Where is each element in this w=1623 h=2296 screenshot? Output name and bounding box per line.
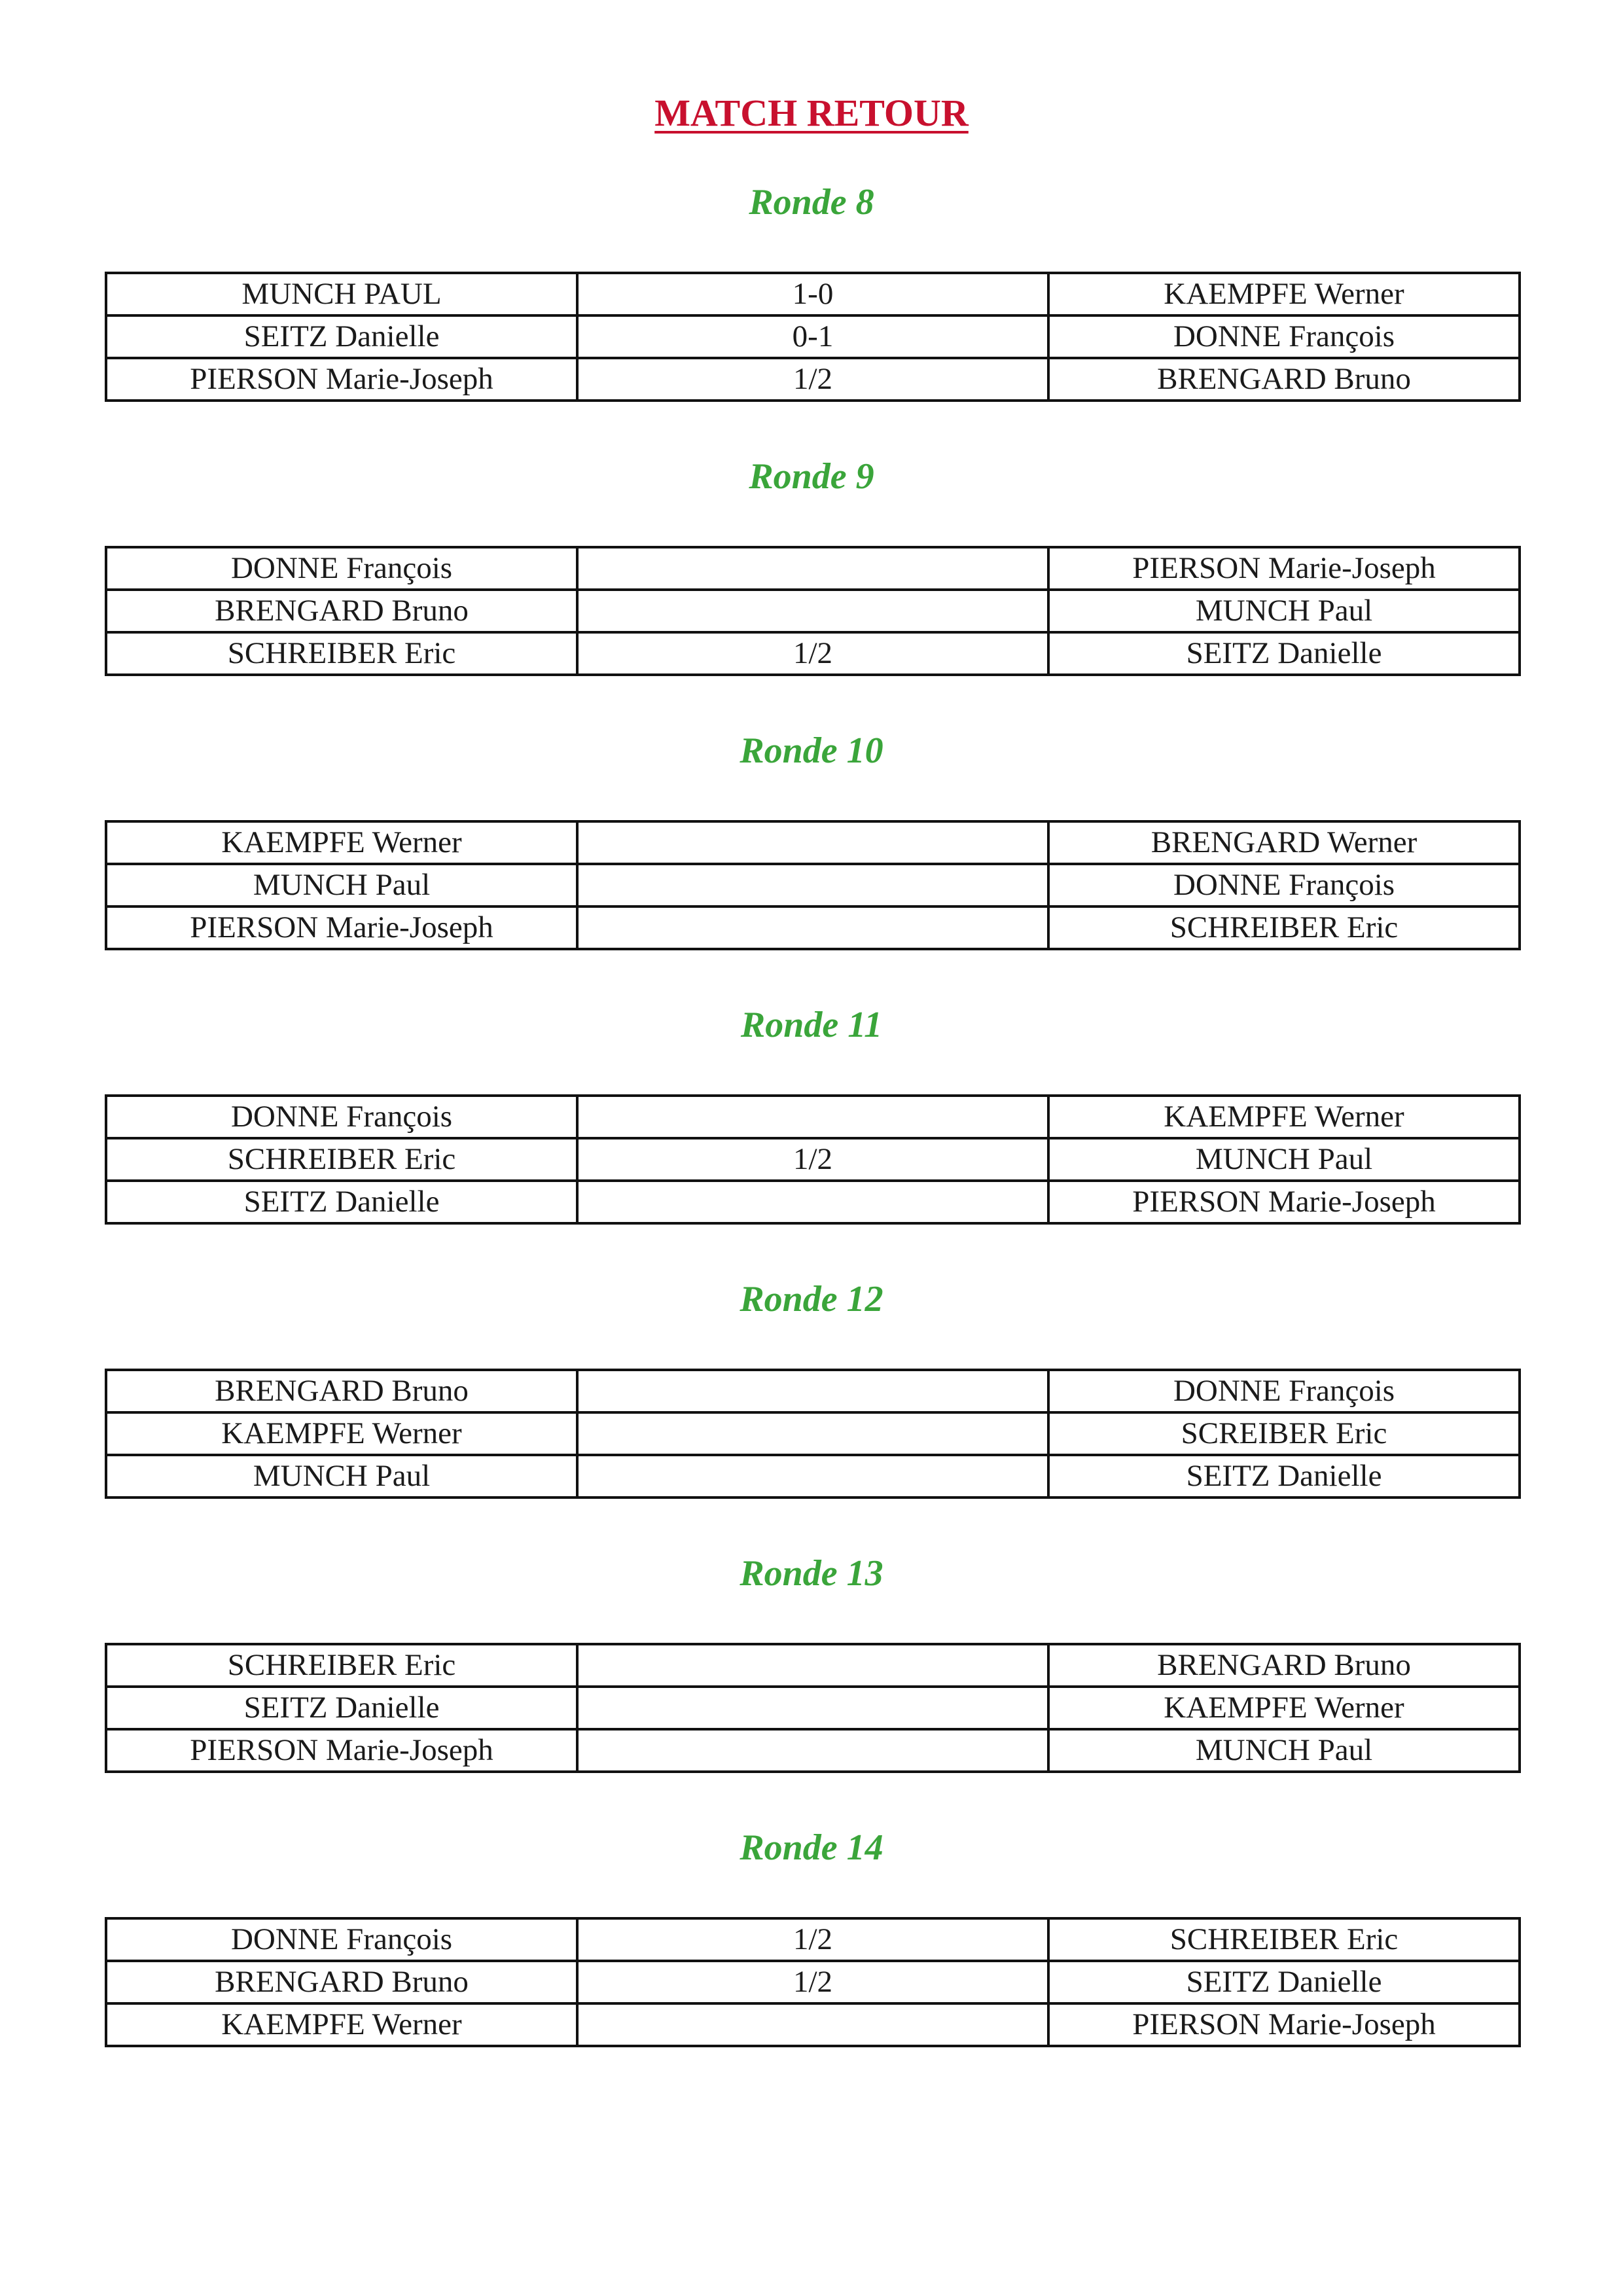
round-title: Ronde 8 <box>749 182 874 223</box>
white-player-cell: PIERSON Marie-Joseph <box>106 1729 577 1772</box>
black-player-cell: SEITZ Danielle <box>1048 1455 1520 1498</box>
white-player-cell: KAEMPFE Werner <box>106 1412 577 1455</box>
table-row <box>106 1455 1520 1498</box>
black-player-cell: PIERSON Marie-Joseph <box>1048 547 1520 590</box>
round-title: Ronde 13 <box>740 1553 883 1594</box>
round-title: Ronde 9 <box>749 456 874 497</box>
white-player-cell: SCHREIBER Eric <box>106 1138 577 1181</box>
result-cell <box>577 1687 1048 1729</box>
round-title: Ronde 14 <box>740 1827 883 1868</box>
pairings-table <box>105 820 1521 950</box>
table-row <box>106 864 1520 906</box>
result-cell <box>577 1729 1048 1772</box>
black-player-cell: BRENGARD Bruno <box>1048 358 1520 401</box>
pairings-table <box>105 272 1521 402</box>
result-cell <box>577 590 1048 632</box>
round-title: Ronde 10 <box>740 730 883 771</box>
black-player-cell: SCHREIBER Eric <box>1048 1918 1520 1961</box>
result-cell <box>577 906 1048 949</box>
round-section <box>0 1551 1623 1767</box>
round-section <box>0 454 1623 670</box>
table-row <box>106 1644 1520 1687</box>
white-player-cell: BRENGARD Bruno <box>106 1370 577 1412</box>
pairings-table <box>105 1917 1521 2047</box>
table-row <box>106 1961 1520 2003</box>
round-section <box>0 1002 1623 1219</box>
result-cell <box>577 547 1048 590</box>
table-row <box>106 590 1520 632</box>
pairings-table <box>105 1643 1521 1773</box>
white-player-cell: KAEMPFE Werner <box>106 2003 577 2046</box>
table-row <box>106 821 1520 864</box>
page-title: MATCH RETOUR <box>654 92 969 134</box>
result-cell: 1/2 <box>577 632 1048 675</box>
black-player-cell: MUNCH Paul <box>1048 590 1520 632</box>
white-player-cell: SEITZ Danielle <box>106 315 577 358</box>
black-player-cell: DONNE François <box>1048 864 1520 906</box>
round-title: Ronde 12 <box>740 1279 883 1319</box>
result-cell <box>577 1096 1048 1138</box>
white-player-cell: DONNE François <box>106 1096 577 1138</box>
table-row <box>106 1370 1520 1412</box>
result-cell <box>577 1412 1048 1455</box>
white-player-cell: BRENGARD Bruno <box>106 590 577 632</box>
white-player-cell: PIERSON Marie-Joseph <box>106 358 577 401</box>
round-section <box>0 1825 1623 2041</box>
white-player-cell: SCHREIBER Eric <box>106 1644 577 1687</box>
table-row <box>106 358 1520 401</box>
white-player-cell: SEITZ Danielle <box>106 1181 577 1223</box>
table-row <box>106 2003 1520 2046</box>
result-cell: 1/2 <box>577 1961 1048 2003</box>
white-player-cell: PIERSON Marie-Joseph <box>106 906 577 949</box>
result-cell: 1/2 <box>577 1918 1048 1961</box>
black-player-cell: PIERSON Marie-Joseph <box>1048 2003 1520 2046</box>
white-player-cell: DONNE François <box>106 547 577 590</box>
result-cell <box>577 864 1048 906</box>
round-section <box>0 179 1623 396</box>
result-cell: 1/2 <box>577 1138 1048 1181</box>
table-row <box>106 1687 1520 1729</box>
table-row <box>106 1181 1520 1223</box>
table-row <box>106 1918 1520 1961</box>
table-row <box>106 1096 1520 1138</box>
table-row <box>106 1138 1520 1181</box>
table-row <box>106 1729 1520 1772</box>
result-cell: 1-0 <box>577 273 1048 315</box>
white-player-cell: SEITZ Danielle <box>106 1687 577 1729</box>
result-cell <box>577 821 1048 864</box>
round-section <box>0 1276 1623 1493</box>
table-row <box>106 632 1520 675</box>
black-player-cell: KAEMPFE Werner <box>1048 1687 1520 1729</box>
table-row <box>106 1412 1520 1455</box>
black-player-cell: PIERSON Marie-Joseph <box>1048 1181 1520 1223</box>
pairings-table <box>105 1369 1521 1499</box>
pairings-table <box>105 1094 1521 1225</box>
black-player-cell: KAEMPFE Werner <box>1048 1096 1520 1138</box>
round-section <box>0 728 1623 944</box>
white-player-cell: KAEMPFE Werner <box>106 821 577 864</box>
white-player-cell: DONNE François <box>106 1918 577 1961</box>
result-cell <box>577 1455 1048 1498</box>
white-player-cell: MUNCH Paul <box>106 1455 577 1498</box>
result-cell <box>577 2003 1048 2046</box>
black-player-cell: BRENGARD Werner <box>1048 821 1520 864</box>
table-row <box>106 547 1520 590</box>
white-player-cell: MUNCH Paul <box>106 864 577 906</box>
result-cell: 0-1 <box>577 315 1048 358</box>
black-player-cell: SEITZ Danielle <box>1048 632 1520 675</box>
black-player-cell: SEITZ Danielle <box>1048 1961 1520 2003</box>
black-player-cell: SCHREIBER Eric <box>1048 906 1520 949</box>
table-row <box>106 315 1520 358</box>
pairings-table <box>105 546 1521 676</box>
black-player-cell: MUNCH Paul <box>1048 1729 1520 1772</box>
result-cell: 1/2 <box>577 358 1048 401</box>
black-player-cell: BRENGARD Bruno <box>1048 1644 1520 1687</box>
black-player-cell: DONNE François <box>1048 1370 1520 1412</box>
table-row <box>106 906 1520 949</box>
result-cell <box>577 1644 1048 1687</box>
white-player-cell: BRENGARD Bruno <box>106 1961 577 2003</box>
black-player-cell: DONNE François <box>1048 315 1520 358</box>
black-player-cell: SCREIBER Eric <box>1048 1412 1520 1455</box>
result-cell <box>577 1181 1048 1223</box>
white-player-cell: SCHREIBER Eric <box>106 632 577 675</box>
table-row <box>106 273 1520 315</box>
round-title: Ronde 11 <box>740 1005 883 1045</box>
result-cell <box>577 1370 1048 1412</box>
white-player-cell: MUNCH PAUL <box>106 273 577 315</box>
black-player-cell: KAEMPFE Werner <box>1048 273 1520 315</box>
black-player-cell: MUNCH Paul <box>1048 1138 1520 1181</box>
